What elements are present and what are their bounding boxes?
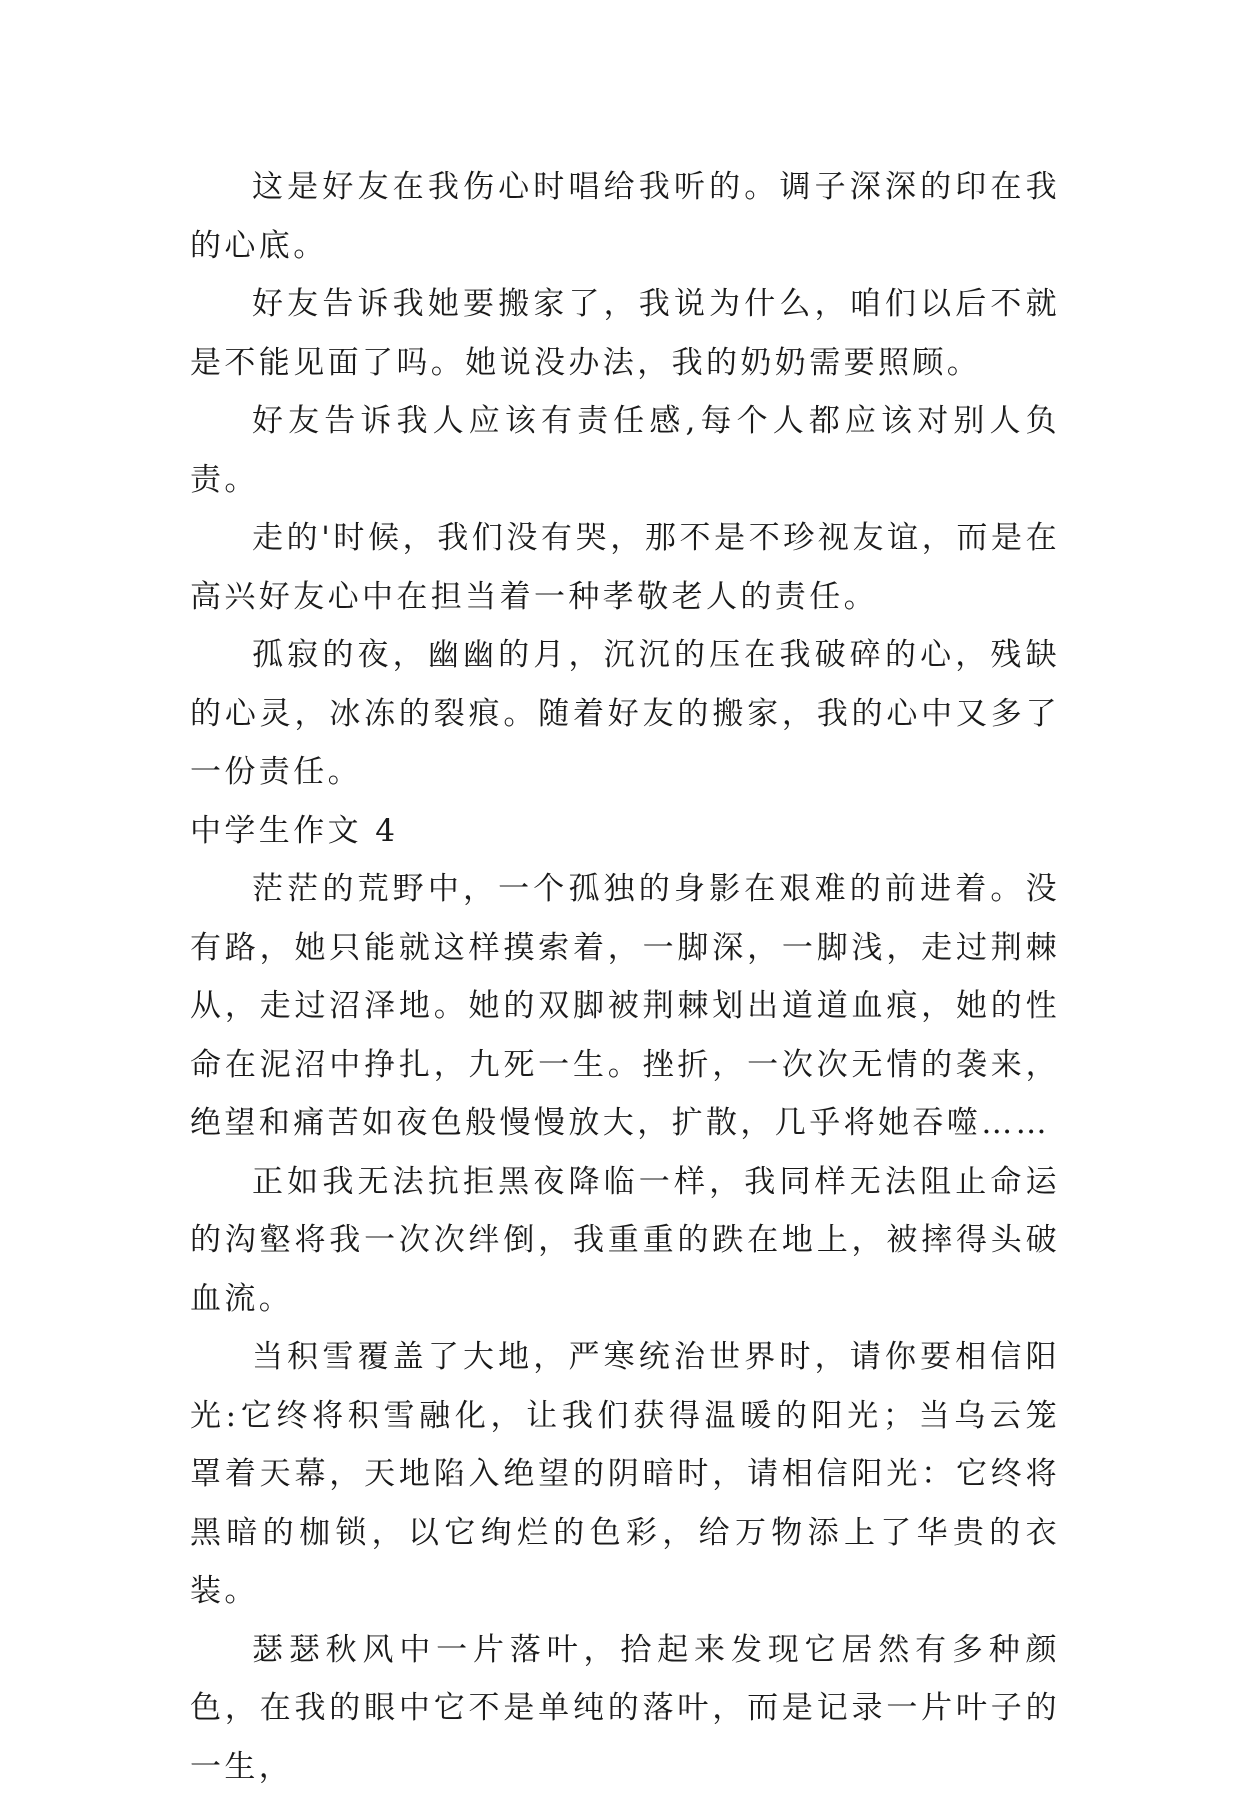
- paragraph: 孤寂的夜，幽幽的月，沉沉的压在我破碎的心，残缺的心灵，冰冻的裂痕。随着好友的搬家，我的心中又多了一份责任。: [190, 626, 1060, 802]
- paragraph: 走的'时候，我们没有哭，那不是不珍视友谊，而是在高兴好友心中在担当着一种孝敬老人的责任。: [190, 509, 1060, 626]
- paragraph: 这是好友在我伤心时唱给我听的。调子深深的印在我的心底。: [190, 158, 1060, 275]
- paragraph: 瑟瑟秋风中一片落叶，拾起来发现它居然有多种颜色，在我的眼中它不是单纯的落叶，而是记录一片叶子的一生，: [190, 1621, 1060, 1796]
- section-heading: 中学生作文 4: [190, 802, 1060, 861]
- paragraph: 茫茫的荒野中，一个孤独的身影在艰难的前进着。没有路，她只能就这样摸索着，一脚深，一脚浅，走过荆棘从，走过沼泽地。她的双脚被荆棘划出道道血痕，她的性命在泥沼中挣扎，九死一生。挫折，一次次无情的袭来，绝望和痛苦如夜色般慢慢放大，扩散，几乎将她吞噬……: [190, 860, 1060, 1153]
- document-body: [190, 158, 1060, 1796]
- paragraph: 好友告诉我她要搬家了，我说为什么，咱们以后不就是不能见面了吗。她说没办法，我的奶奶需要照顾。: [190, 275, 1060, 392]
- paragraph: 正如我无法抗拒黑夜降临一样，我同样无法阻止命运的沟壑将我一次次绊倒，我重重的跌在地上，被摔得头破血流。: [190, 1153, 1060, 1329]
- paragraph: 好友告诉我人应该有责任感,每个人都应该对别人负责。: [190, 392, 1060, 509]
- paragraph: 当积雪覆盖了大地，严寒统治世界时，请你要相信阳光:它终将积雪融化，让我们获得温暖的阳光；当乌云笼罩着天幕，天地陷入绝望的阴暗时，请相信阳光：它终将黑暗的枷锁，以它绚烂的色彩，给万物添上了华贵的衣装。: [190, 1328, 1060, 1621]
